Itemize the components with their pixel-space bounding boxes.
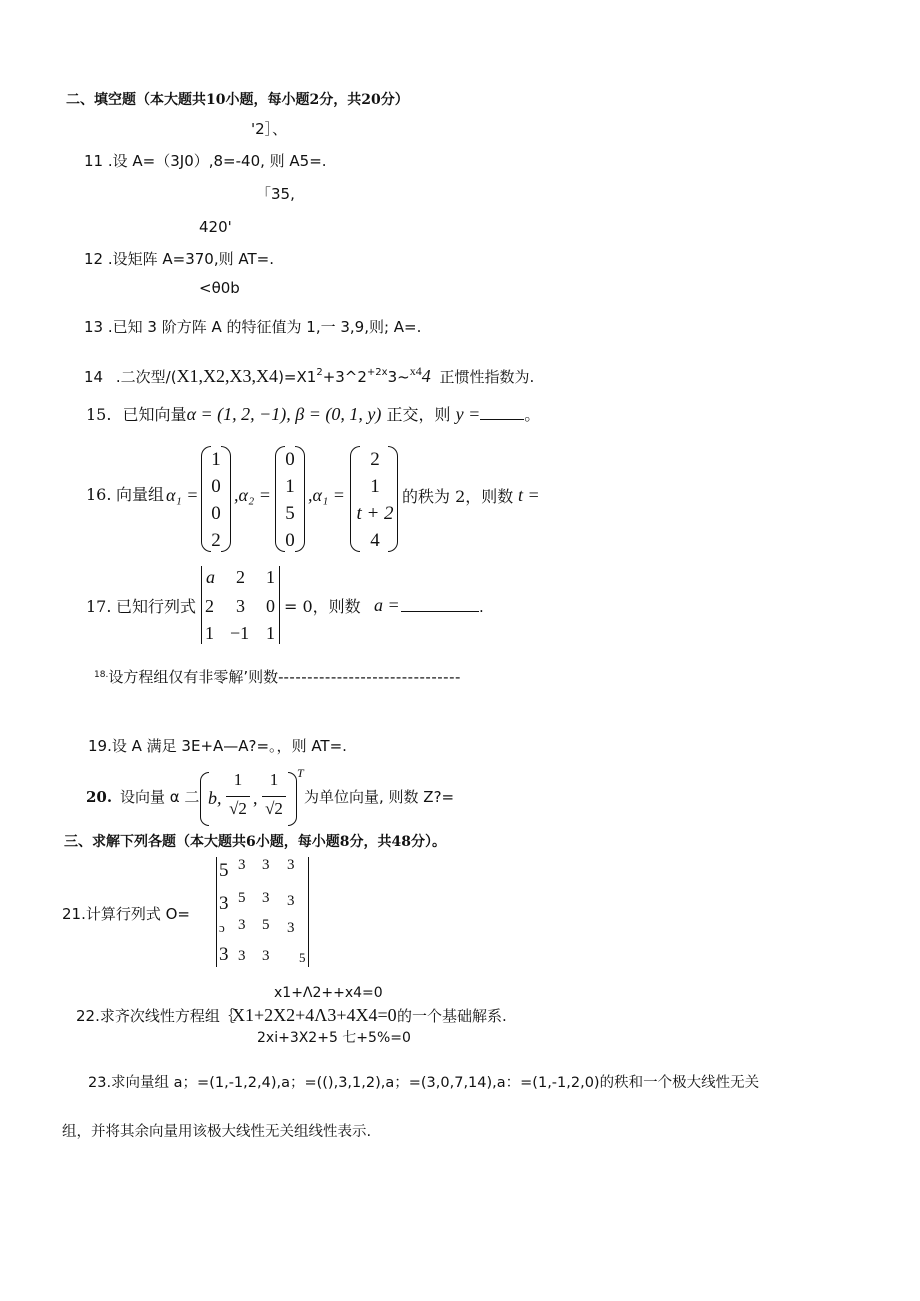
q11-matrix-fragment: '2］、: [251, 120, 288, 138]
q16-alpha3: ,α₁ =: [308, 485, 345, 505]
q16-v1-entry: 1: [211, 449, 221, 470]
q21-det-cell: 3: [262, 857, 270, 873]
q17-label: 已知行列式: [116, 597, 197, 616]
q22-suffix: 的一个基础解系.: [397, 1007, 507, 1025]
q12-matrix-row2: 420': [199, 218, 232, 236]
q16-v3-entry: 1: [370, 476, 380, 497]
q16-v1-entry: 0: [211, 503, 221, 524]
q16-suffix: 的秩为 2，则数: [402, 487, 514, 506]
q21-det-left-bar: [216, 857, 217, 967]
q21-det-cell: 3: [219, 893, 229, 914]
q21-det-cell: 5: [219, 860, 229, 881]
q21-det-cell: 3: [238, 917, 246, 933]
q14-eq: )=X1: [278, 368, 317, 386]
q22-eq3: 2xi+3X2+5 七+5%=0: [257, 1030, 411, 1046]
q16-v3-entry: 2: [370, 449, 380, 470]
q16-v2-entry: 0: [285, 449, 295, 470]
q22-eq2: X1+2X2+4Λ3+4X4=0: [232, 1005, 397, 1025]
q18-num: 18.: [94, 670, 109, 680]
q17-blank-wrap: [401, 597, 484, 616]
q15-text2: 正交，则: [386, 405, 451, 424]
q17-end: .: [479, 598, 484, 616]
q14-rest4: x4: [409, 364, 422, 378]
q16-alpha1: α₁ =: [166, 485, 199, 505]
q21-det-cell: 5: [299, 950, 306, 965]
q16-v3-entry: 4: [370, 530, 380, 551]
q14-line: 14 .二次型$/(X1,X2,X3,X4)=X1^2+3\^{}2^{+2x}3\sim^{x4}4$ 正惯性指数为.: [84, 364, 535, 386]
q16-t: t =: [518, 485, 540, 505]
q15-vectors: α = (1, 2, −1), β = (0, 1, y): [186, 404, 382, 424]
q16-alpha2: ,α₂ =: [234, 485, 271, 505]
q21-det-cell: 3: [287, 920, 295, 936]
q13-text: 13 .已知 3 阶方阵 A 的特征值为 1,一 3,9,则; A=.: [84, 318, 422, 336]
q21-det-cell: 3: [262, 948, 270, 964]
q20-num: 20.: [86, 788, 113, 806]
q12-text: 12 .设矩阵 A=370,则 AT=.: [84, 250, 274, 268]
q17-blank: [401, 597, 479, 612]
q20-frac2-den: √2: [265, 799, 283, 818]
q17-det-cell: −1: [230, 623, 250, 643]
q15-line: [86, 404, 540, 426]
q16-v1-entry: 0: [211, 476, 221, 497]
q12-matrix-row1: 「35,: [256, 185, 295, 203]
q15-end: 。: [524, 405, 541, 424]
q21-det-cell: 3: [262, 890, 270, 906]
section-3-title: 三、求解下列各题（本大题共6小题，每小题8分，共48分）。: [64, 834, 446, 850]
q17-a: a =: [374, 595, 400, 615]
q23-line1: 23.求向量组 a；=(1,-1,2,4),a；=((),3,1,2),a；=(3,0,7,14),a：=(1,-1,2,0)的秩和一个极大线性无关: [88, 1075, 760, 1091]
q17-num: 17.: [86, 597, 112, 616]
q20-frac1-bar: [226, 796, 250, 797]
q16-v2-entry: 1: [285, 476, 295, 497]
q15-text1: 已知向量: [122, 405, 187, 424]
q14-rest2: +2x: [366, 367, 388, 378]
q12-matrix-row3: <θ0b: [199, 279, 240, 297]
q16-num: 16.: [86, 485, 112, 504]
q17-det-left-bar: [201, 566, 202, 644]
q20-b: b,: [208, 788, 222, 808]
q15-num: 15.: [86, 405, 112, 424]
q17-det-cell: 3: [236, 596, 245, 616]
q20-frac2-bar: [262, 796, 286, 797]
q20-comma: ,: [253, 788, 258, 808]
q17-det-cell: 0: [266, 596, 275, 616]
q17-det-cell: a: [206, 567, 215, 587]
q16-v2-entry: 0: [285, 530, 295, 551]
q21-text: 21.计算行列式 O=: [62, 905, 190, 923]
q18-text: 设方程组仅有非零解’则数-: [108, 668, 284, 686]
q14-vars: X1,X2,X3,X4: [176, 366, 279, 386]
q20-text: 设向量 α 二: [120, 788, 200, 806]
q11-text: 11 .设 A=（3J0）,8=-40, 则 A5=.: [84, 152, 327, 170]
q21-det-cell: 3: [238, 857, 246, 873]
q21-det-cell: 3: [238, 948, 246, 964]
q20-right-paren: [288, 772, 297, 826]
q17-det-cell: 1: [266, 623, 275, 643]
q17-eq: = 0，则数: [284, 597, 361, 616]
q22-text: 22.求齐次线性方程组｛: [76, 1007, 235, 1025]
q20-frac1-den: √2: [229, 799, 247, 818]
q21-det-right-bar: [308, 857, 309, 967]
q20-transpose: T: [297, 766, 304, 780]
q20-frac1-num: 1: [233, 770, 243, 789]
q16-v1-entry: 2: [211, 530, 221, 551]
q17-det-cell: 1: [205, 623, 214, 643]
q21-det-cell: 3: [287, 893, 295, 909]
q17-det-cell: 2: [205, 596, 214, 616]
q14-prefix: .二次型/(: [115, 368, 177, 386]
q21-det-cell: 5: [262, 917, 270, 933]
q16-label: 向量组: [116, 485, 165, 504]
section-2-title: 二、填空题（本大题共10小题，每小题2分，共20分）: [66, 92, 409, 108]
q22-eq1: x1+Λ2++x4=0: [274, 985, 383, 1001]
q16-v2-entry: 5: [285, 503, 295, 524]
q20-frac2-num: 1: [269, 770, 279, 789]
q21-det-cell: 3: [287, 857, 295, 873]
q14-num: 14: [84, 368, 104, 386]
q19-text: 19.设 A 满足 3E+A—A?=。，则 AT=.: [88, 737, 347, 755]
q14-suffix: 正惯性指数为.: [439, 368, 535, 386]
q17-det-right-bar: [279, 566, 280, 644]
q15-y: y =: [455, 404, 481, 424]
q18-dashes: ------------------------------: [283, 668, 461, 686]
q20-suffix: 为单位向量, 则数 Z?=: [304, 788, 455, 806]
q14-rest: +3^2: [322, 368, 367, 386]
q18-line: [94, 668, 461, 686]
q21-det-cell: 5: [238, 890, 246, 906]
q17-det-cell: 1: [266, 567, 275, 587]
q17-det-cell: 2: [236, 567, 245, 587]
q14-rest3: 3~: [387, 368, 410, 386]
q15-blank: [480, 405, 524, 420]
q21-det-cell: ɔ: [219, 920, 225, 935]
q21-det-cell: 3: [219, 944, 229, 965]
q23-line2: 组，并将其余向量用该极大线性无关组线性表示.: [62, 1124, 372, 1140]
q16-v3-entry: t + 2: [356, 503, 394, 524]
